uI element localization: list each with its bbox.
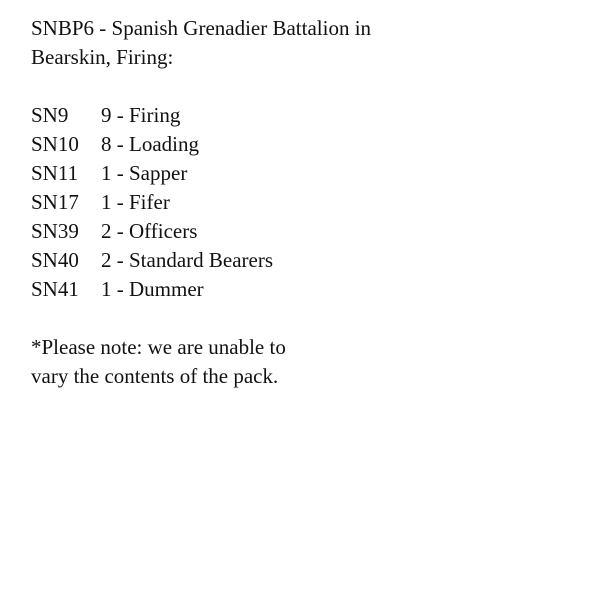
item-code: SN17 xyxy=(31,190,79,214)
list-item xyxy=(31,101,571,130)
list-item xyxy=(31,217,571,246)
item-code: SN10 xyxy=(31,132,79,156)
list-item xyxy=(31,275,571,304)
item-code: SN9 xyxy=(31,103,69,127)
pack-note-line-1: *Please note: we are unable to xyxy=(31,335,286,359)
item-code: SN40 xyxy=(31,248,79,272)
pack-note xyxy=(31,333,571,391)
item-description: 1 - Dummer xyxy=(101,277,204,301)
pack-note-line-2: vary the contents of the pack. xyxy=(31,364,279,388)
item-code: SN39 xyxy=(31,219,79,243)
item-description: 2 - Standard Bearers xyxy=(101,248,274,272)
item-code: SN11 xyxy=(31,161,79,185)
list-item xyxy=(31,159,571,188)
list-item xyxy=(31,188,571,217)
product-description xyxy=(31,14,571,391)
item-description: 9 - Firing xyxy=(101,103,181,127)
list-item xyxy=(31,130,571,159)
item-description: 1 - Sapper xyxy=(101,161,188,185)
pack-title-line-1: SNBP6 - Spanish Grenadier Battalion in xyxy=(31,16,372,40)
item-code: SN41 xyxy=(31,277,79,301)
list-item xyxy=(31,246,571,275)
item-description: 2 - Officers xyxy=(101,219,198,243)
pack-title xyxy=(31,14,571,72)
pack-contents-list xyxy=(31,101,571,304)
item-description: 1 - Fifer xyxy=(101,190,170,214)
pack-title-line-2: Bearskin, Firing: xyxy=(31,45,174,69)
item-description: 8 - Loading xyxy=(101,132,199,156)
